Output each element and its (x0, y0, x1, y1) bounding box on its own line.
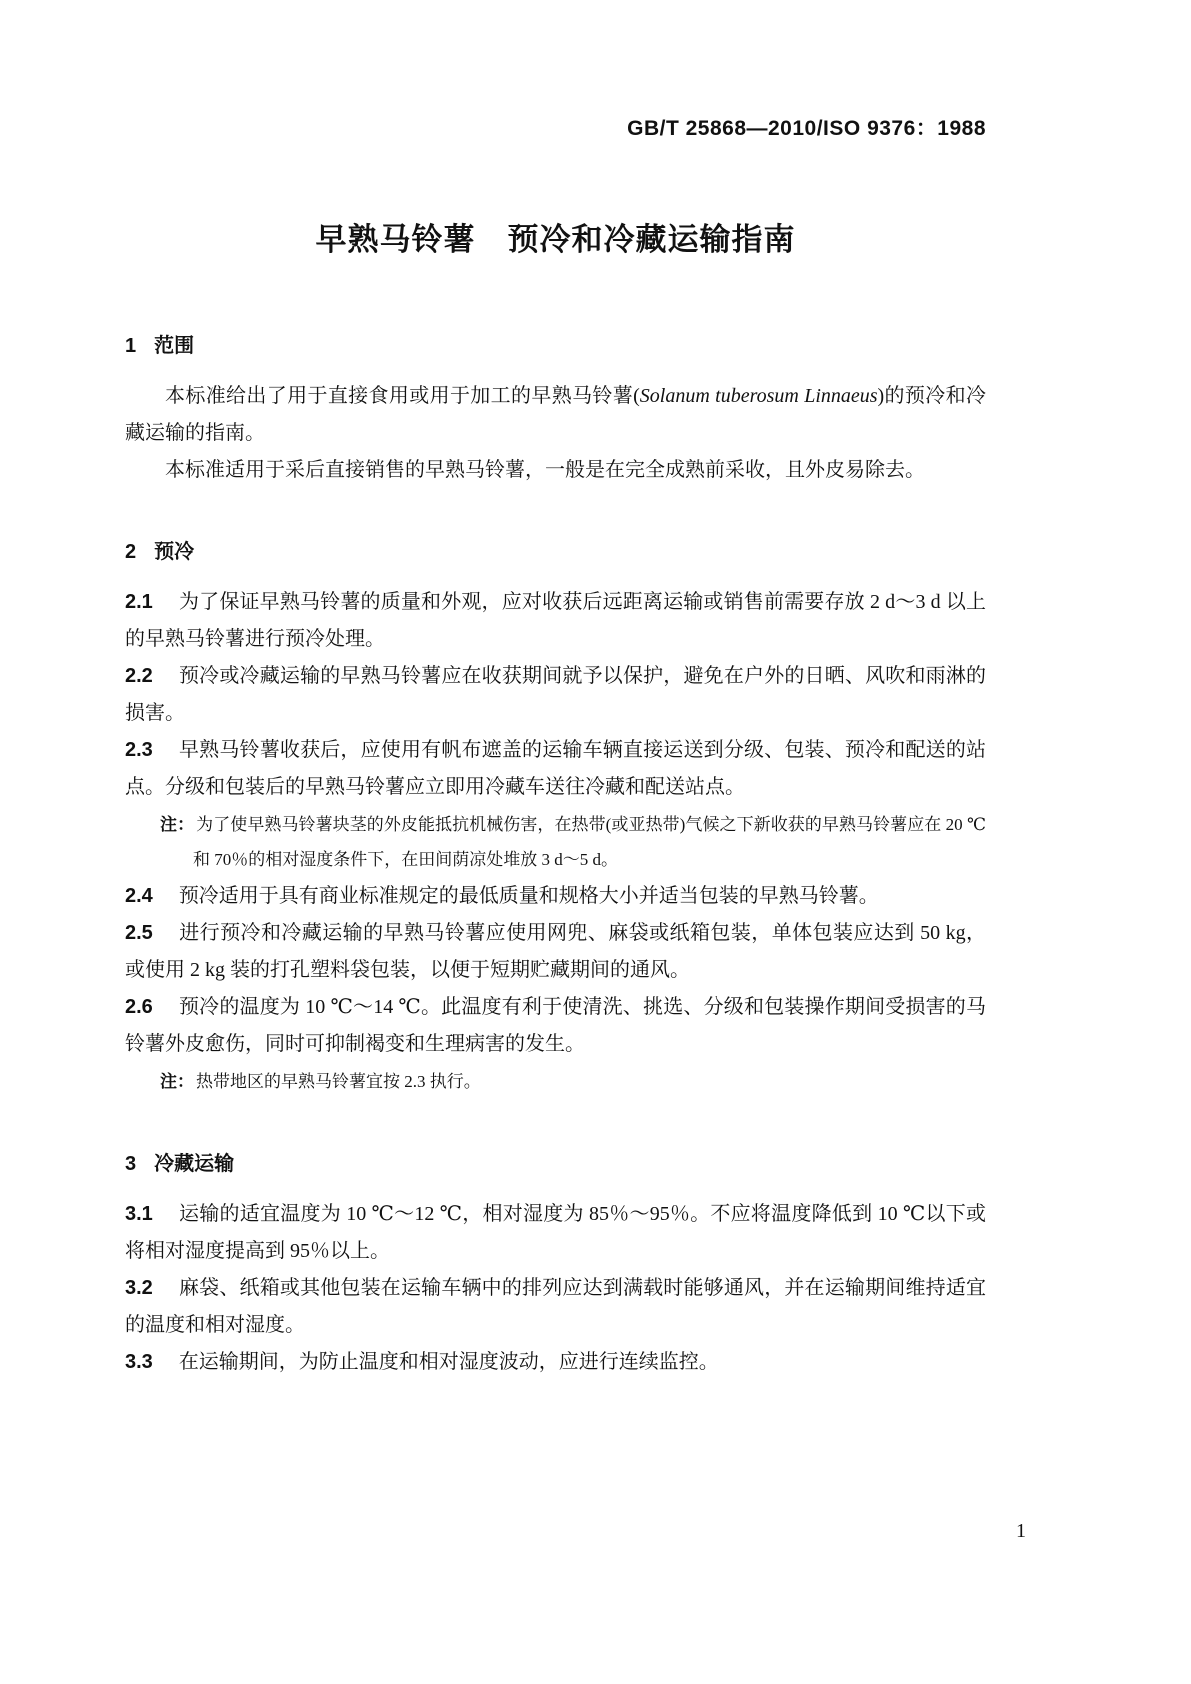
clause-number: 3.1 (125, 1203, 153, 1225)
clause-text: 运输的适宜温度为 10 ℃～12 ℃，相对湿度为 85％～95％。不应将温度降低到 10 ℃以下或将相对湿度提高到 95％以上。 (125, 1203, 986, 1262)
clause-number: 2.1 (125, 591, 153, 613)
clause-text: 预冷适用于具有商业标准规定的最低质量和规格大小并适当包装的早熟马铃薯。 (178, 885, 879, 907)
clause-number: 2.2 (125, 665, 153, 687)
scope-paragraph-2: 本标准适用于采后直接销售的早熟马铃薯，一般是在完全成熟前采收，且外皮易除去。 (165, 459, 925, 481)
page-content (125, 0, 986, 1381)
clause-number: 2.6 (125, 996, 153, 1018)
document-title: 早熟马铃薯 预冷和冷藏运输指南 (315, 222, 796, 257)
clause-text: 进行预冷和冷藏运输的早熟马铃薯应使用网兜、麻袋或纸箱包装，单体包装应达到 50 kg，或使用 2 kg 装的打孔塑料袋包装，以便于短期贮藏期间的通风。 (125, 922, 986, 981)
section-body-precooling (125, 584, 986, 1099)
clause-3-1 (125, 1196, 986, 1270)
clause-2-5 (125, 915, 986, 989)
clause-number: 2.3 (125, 739, 153, 761)
section-body-refrigerated-transport (125, 1196, 986, 1381)
clause-2-6 (125, 989, 986, 1063)
clause-number: 3.2 (125, 1277, 153, 1299)
clause-text: 麻袋、纸箱或其他包装在运输车辆中的排列应达到满载时能够通风，并在运输期间维持适宜的温度和相对湿度。 (125, 1277, 986, 1336)
note-label: 注： (160, 1072, 194, 1091)
clause-number: 2.5 (125, 922, 153, 944)
clause-text: 预冷或冷藏运输的早熟马铃薯应在收获期间就予以保护，避免在户外的日晒、风吹和雨淋的损害。 (125, 665, 986, 724)
clause-text: 在运输期间，为防止温度和相对湿度波动，应进行连续监控。 (178, 1351, 719, 1373)
scope-paragraph-1 (125, 378, 986, 452)
scope-paragraph-1-tail: )的预冷和冷藏运输的指南。 (125, 385, 986, 444)
clause-number: 2.4 (125, 885, 153, 907)
clause-text: 预冷的温度为 10 ℃～14 ℃。此温度有利于使清洗、挑选、分级和包装操作期间受损害的马铃薯外皮愈伤，同时可抑制褐变和生理病害的发生。 (125, 996, 986, 1055)
note-text: 热带地区的早熟马铃薯宜按 2.3 执行。 (196, 1072, 481, 1091)
note-clause-2-3 (125, 807, 986, 877)
clause-2-2 (125, 658, 986, 732)
clause-3-3 (125, 1344, 986, 1381)
section-number: 1 (125, 335, 137, 357)
standard-number: GB/T 25868—2010/ISO 9376：1988 (627, 117, 986, 140)
clause-2-3 (125, 732, 986, 806)
section-title: 范围 (154, 335, 195, 357)
note-label: 注： (160, 815, 195, 834)
section-title: 预冷 (154, 541, 195, 563)
section-heading-refrigerated-transport (125, 1147, 986, 1176)
latin-species-name: Solanum tuberosum Linnaeus (639, 385, 878, 407)
note-clause-2-6 (125, 1064, 986, 1099)
clause-number: 3.3 (125, 1351, 153, 1373)
section-heading-precooling (125, 535, 986, 564)
section-heading-scope (125, 329, 986, 358)
section-number: 2 (125, 541, 137, 563)
section-body-scope (125, 378, 986, 489)
clause-2-1 (125, 584, 986, 658)
section-title: 冷藏运输 (154, 1153, 235, 1175)
clause-3-2 (125, 1270, 986, 1344)
scope-paragraph-1-lead: 本标准给出了用于直接食用或用于加工的早熟马铃薯( (165, 385, 640, 407)
clause-text: 早熟马铃薯收获后，应使用有帆布遮盖的运输车辆直接运送到分级、包装、预冷和配送的站点。分级和包装后的早熟马铃薯应立即用冷藏车送往冷藏和配送站点。 (125, 739, 986, 798)
note-text: 为了使早熟马铃薯块茎的外皮能抵抗机械伤害，在热带(或亚热带)气候之下新收获的早熟马铃薯应在 20 ℃ 和 70％的相对湿度条件下，在田间荫凉处堆放 3 d～5 d。 (193, 815, 987, 869)
section-number: 3 (125, 1153, 137, 1175)
clause-2-4 (125, 878, 986, 915)
clause-text: 为了保证早熟马铃薯的质量和外观，应对收获后远距离运输或销售前需要存放 2 d～3 d 以上的早熟马铃薯进行预冷处理。 (125, 591, 986, 650)
page-number: 1 (1016, 1520, 1026, 1542)
